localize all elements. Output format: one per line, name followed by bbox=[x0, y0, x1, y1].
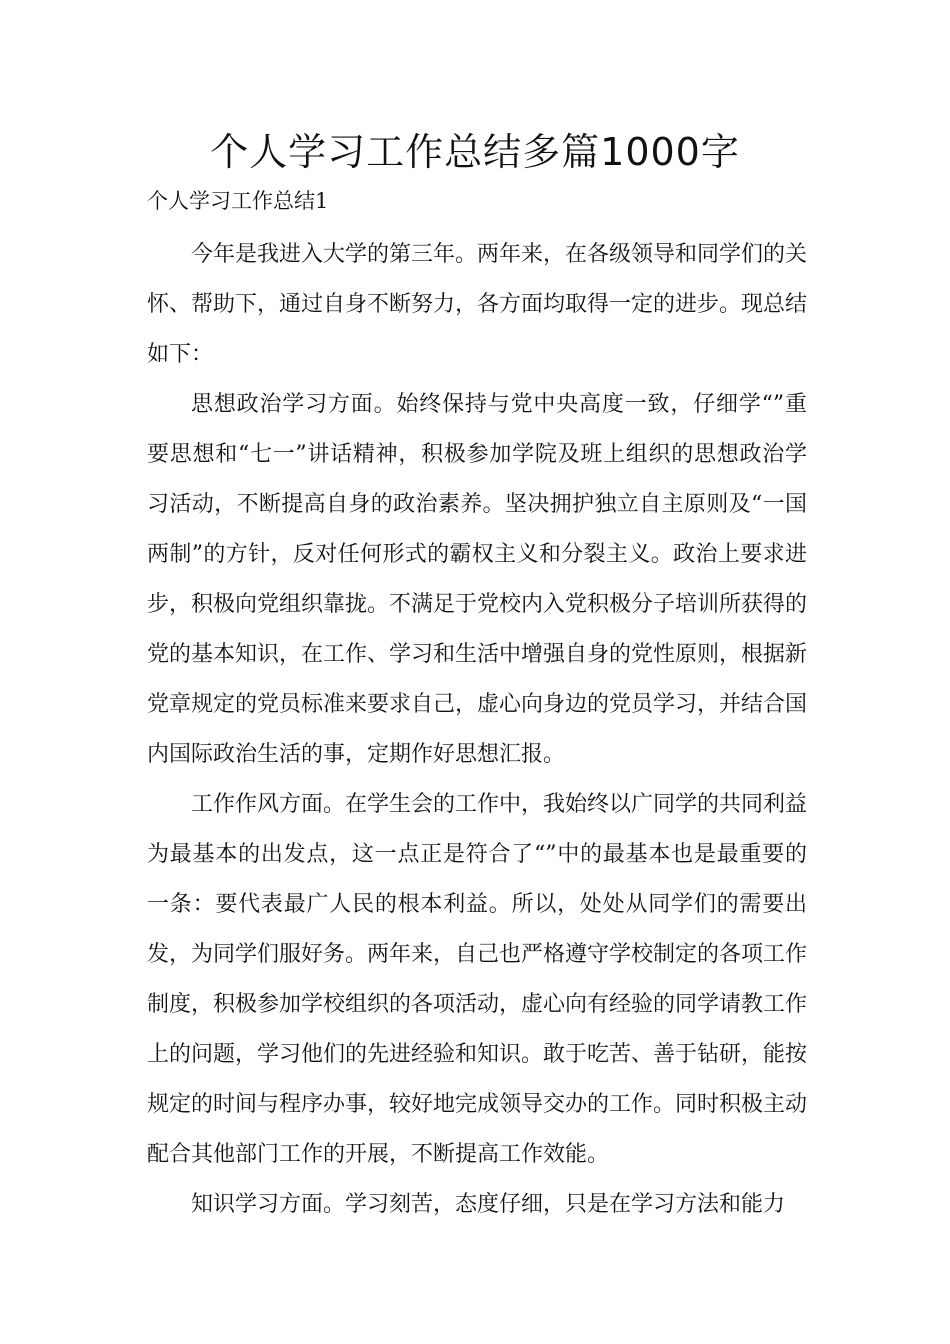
paragraph-knowledge-study: 知识学习方面。学习刻苦，态度仔细，只是在学习方法和能力 bbox=[191, 1192, 786, 1217]
paragraph-intro: 今年是我进入大学的第三年。两年来，在各级领导和同学们的关怀、帮助下，通过自身不断努力，各方面均取得一定的进步。现总结如下： bbox=[147, 242, 808, 367]
paragraph-political-study: 思想政治学习方面。始终保持与党中央高度一致，仔细学“”重要思想和“七一”讲话精神，积极参加学院及班上组织的思想政治学习活动，不断提高自身的政治素养。坚决拥护独立自主原则及“一国两制”的方针，反对任何形式的霸权主义和分裂主义。政治上要求进步，积极向党组织靠拢。不满足于党校内入党积极分子培训所获得的党的基本知识，在工作、学习和生活中增强自身的党性原则，根据新党章规定的党员标准来要求自己，虚心向身边的党员学习，并结合国内国际政治生活的事，定期作好思想汇报。 bbox=[147, 392, 808, 767]
paragraph-work-style: 工作作风方面。在学生会的工作中，我始终以广同学的共同利益为最基本的出发点，这一点正是符合了“”中的最基本也是最重要的一条：要代表最广人民的根本利益。所以，处处从同学们的需要出发，为同学们服好务。两年来，自己也严格遵守学校制定的各项工作制度，积极参加学校组织的各项活动，虚心向有经验的同学请教工作上的问题，学习他们的先进经验和知识。敢于吃苦、善于钻研，能按规定的时间与程序办事，较好地完成领导交办的工作。同时积极主动配合其他部门工作的开展，不断提高工作效能。 bbox=[147, 792, 808, 1167]
document-title: 个人学习工作总结多篇1000字 bbox=[210, 130, 740, 174]
document-body bbox=[147, 230, 807, 1230]
section-heading: 个人学习工作总结1 bbox=[147, 189, 329, 213]
